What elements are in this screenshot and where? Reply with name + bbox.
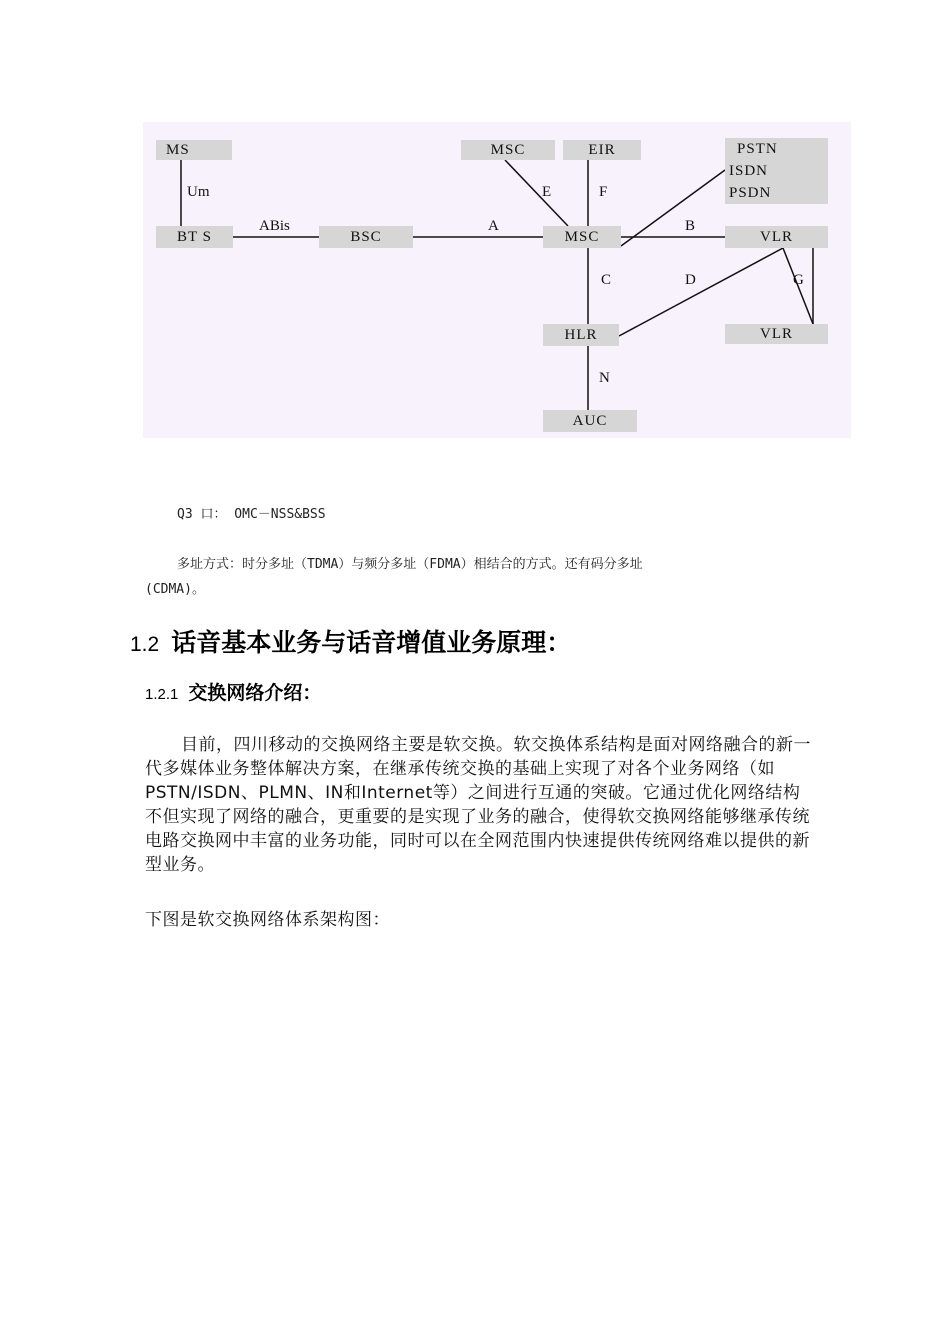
node-bts: BT S — [156, 226, 233, 248]
node-bsc: BSC — [319, 226, 413, 248]
node-hlr: HLR — [543, 324, 619, 346]
multiple-access-line-1: 多址方式：时分多址（TDMA）与频分多址（FDMA）相结合的方式。还有码分多址 — [177, 557, 643, 572]
line-pstn-msc — [621, 170, 725, 246]
node-vlr-right: VLR — [725, 226, 828, 248]
node-auc: AUC — [543, 410, 637, 432]
q3-interface-caption: Q3 口： OMC－NSS&BSS — [177, 507, 326, 522]
label-d: D — [685, 272, 696, 288]
subsection-title: 交换网络介绍： — [188, 682, 322, 704]
label-g: G — [793, 272, 804, 288]
node-eir: EIR — [563, 140, 641, 160]
node-msc-top: MSC — [461, 140, 555, 160]
node-vlr-bottom: VLR — [725, 324, 828, 344]
gsm-network-diagram — [143, 122, 851, 438]
section-title: 话音基本业务与话音增值业务原理： — [171, 628, 572, 657]
label-a: A — [488, 218, 499, 234]
subsection-number: 1.2.1 — [145, 686, 179, 703]
label-n: N — [599, 370, 610, 386]
psdn-label: PSDN — [729, 185, 772, 201]
multiple-access-line-2: (CDMA)。 — [145, 582, 205, 597]
node-msc-center: MSC — [543, 226, 621, 248]
line-msc-msc — [505, 160, 568, 226]
label-abis: ABis — [259, 218, 290, 234]
label-e: E — [542, 184, 552, 200]
label-f: F — [599, 184, 608, 200]
label-b: B — [685, 218, 696, 234]
node-ms: MS — [156, 140, 232, 160]
node-pstn-isdn-psdn — [725, 138, 828, 204]
section-number: 1.2 — [130, 633, 160, 656]
pstn-label: PSTN — [737, 141, 778, 157]
label-c: C — [601, 272, 612, 288]
closing-line: 下图是软交换网络体系架构图： — [145, 910, 390, 930]
isdn-label: ISDN — [729, 163, 769, 179]
subsection-heading — [145, 678, 321, 705]
section-heading — [130, 623, 571, 659]
line-vlr-hlr — [619, 248, 783, 336]
body-paragraph: 目前，四川移动的交换网络主要是软交换。软交换体系结构是面对网络融合的新一代多媒体业务整体解决方案，在继承传统交换的基础上实现了对各个业务网络（如PSTN/ISDN、PLMN、IN和Internet等）之间进行互通的突破。它通过优化网络结构不但实现了网络的融合，更重要的是实现了业务的融合，使得软交换网络能够继承传统电路交换网中丰富的业务功能，同时可以在全网范围内快速提供传统网络难以提供的新型业务。 — [145, 735, 811, 875]
label-um: Um — [187, 184, 210, 200]
